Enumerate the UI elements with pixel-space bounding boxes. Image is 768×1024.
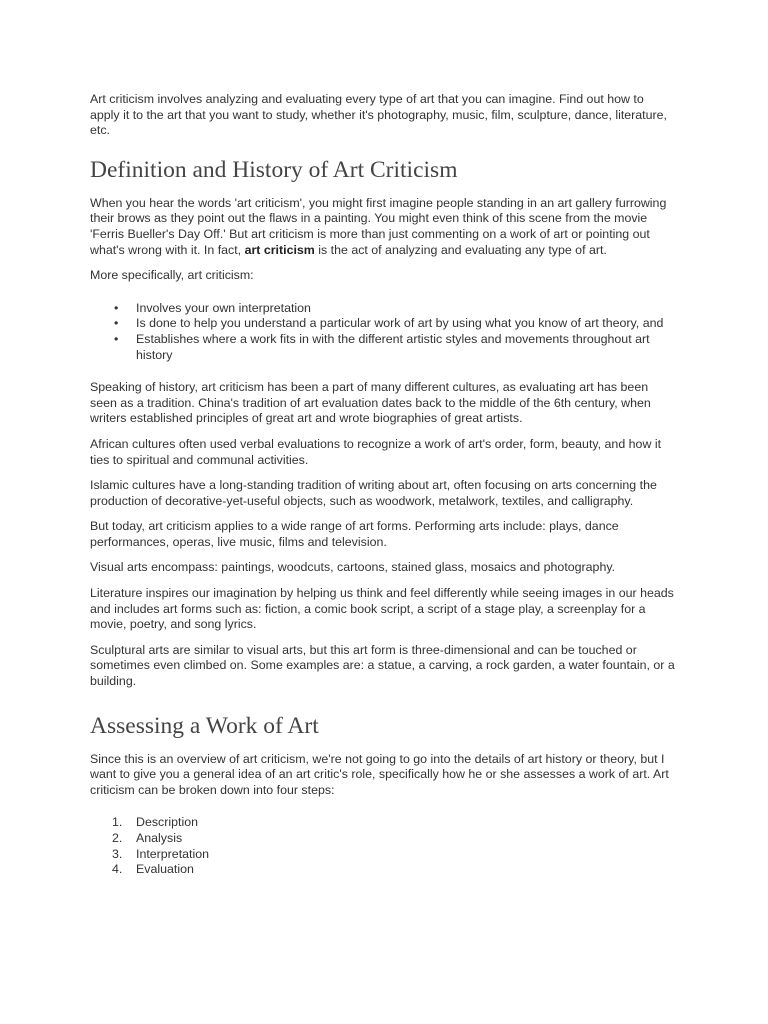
list-item-label: Analysis [136, 831, 183, 845]
paragraph-history: Speaking of history, art criticism has been a part of many different cultures, as evaluating art has been seen as a tradition. China's tradition of art evaluation dates back to the middle of the 6th century, when writers established principles of great art and wrote biographies of great artists. [90, 380, 651, 426]
list-item: • Involves your own interpretation [90, 301, 675, 317]
paragraph-definition [90, 196, 675, 258]
list-item: • Is done to help you understand a particular work of art by using what you know of art theory, and [90, 316, 675, 332]
paragraph-text: When you hear the words 'art criticism', you might first imagine people standing in an art gallery furrowing their brows as they point out the flaws in a painting. You might even think of this scene from the movie 'Ferris Bueller's Day Off.' But art criticism is more than just commenting on a work of art or pointing out what's wrong with it. In fact, [90, 195, 667, 257]
intro-paragraph: Art criticism involves analyzing and evaluating every type of art that you can imagine. Find out how to apply it to the art that you want to study, whether it's photography, music, film, sculpture, dance, literature, etc. [90, 92, 667, 138]
paragraph-african: African cultures often used verbal evaluations to recognize a work of art's order, form, beauty, and how it ties to spiritual and communal activities. [90, 436, 662, 467]
list-item-label: Interpretation [136, 846, 210, 861]
paragraph-performing-arts: But today, art criticism applies to a wide range of art forms. Performing arts include: plays, dance performances, operas, live music, films and television. [90, 519, 619, 549]
paragraph-islamic: Islamic cultures have a long-standing tradition of writing about art, often focusing on arts concerning the production of decorative-yet-useful objects, such as woodwork, metalwork, textiles, and calligraphy. [90, 478, 657, 508]
paragraph-visual-arts: Visual arts encompass: paintings, woodcuts, cartoons, stained glass, mosaics and photography. [90, 560, 616, 575]
document-page [90, 92, 675, 878]
bullet-list [90, 301, 675, 363]
section-heading-definition: Definition and History of Art Criticism [90, 156, 458, 183]
list-item [90, 847, 675, 863]
numbered-list [90, 815, 675, 877]
list-item-label: Description [136, 815, 198, 830]
list-item [90, 815, 675, 831]
list-number: 4. [112, 862, 123, 877]
bold-term: art criticism [244, 242, 315, 257]
list-item: • Establishes where a work fits in with the different artistic styles and movements throughout art history [90, 332, 675, 363]
list-item [90, 831, 675, 847]
paragraph-literature: Literature inspires our imagination by helping us think and feel differently while seeing images in our heads and includes art forms such as: fiction, a comic book script, a script of a stage play, a screenplay for a movie, poetry, and song lyrics. [90, 586, 674, 632]
list-number: 1. [112, 815, 123, 830]
list-number: 2. [112, 831, 123, 845]
list-item-label: Evaluation [136, 862, 194, 877]
list-item [90, 862, 675, 878]
paragraph-text: is the act of analyzing and evaluating any type of art. [314, 242, 607, 257]
paragraph-more-specifically: More specifically, art criticism: [90, 268, 254, 283]
list-number: 3. [112, 846, 123, 861]
paragraph-overview: Since this is an overview of art criticism, we're not going to go into the details of art history or theory, but I want to give you a general idea of an art critic's role, specifically how he or she assesses a work of art. Art criticism can be broken down into four steps: [90, 751, 669, 797]
paragraph-sculptural-arts: Sculptural arts are similar to visual arts, but this art form is three-dimensional and can be touched or sometimes even climbed on. Some examples are: a statue, a carving, a rock garden, a water fountain, or a building. [90, 642, 675, 689]
section-heading-assessing: Assessing a Work of Art [90, 712, 319, 739]
